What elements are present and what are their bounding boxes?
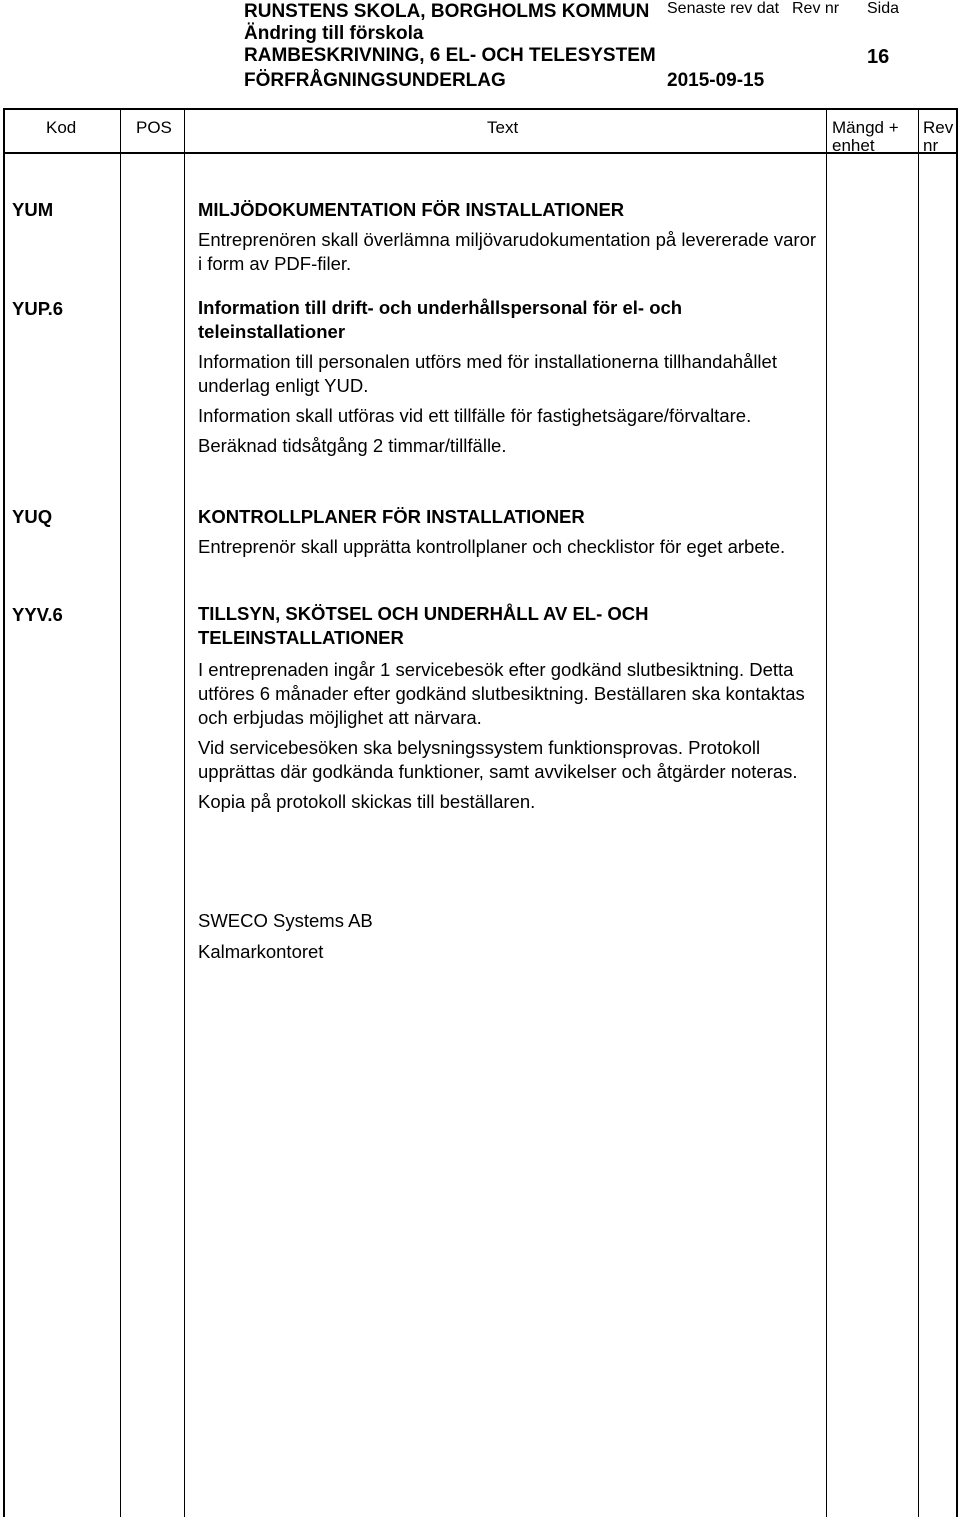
- code-yup: YUP.6: [12, 298, 64, 319]
- section-heading: KONTROLLPLANER FÖR INSTALLATIONER: [198, 506, 585, 527]
- office-name: Kalmarkontoret: [198, 941, 324, 962]
- project-name: RUNSTENS SKOLA, BORGHOLMS KOMMUN: [244, 1, 650, 22]
- section-heading: Information till drift- och underhållspersonal för el- och teleinstallationer: [198, 297, 683, 342]
- paragraph: Entreprenör skall upprätta kontrollplaner och checklistor för eget arbete.: [198, 536, 786, 557]
- section-heading: MILJÖDOKUMENTATION FÖR INSTALLATIONER: [198, 199, 625, 220]
- table-header-divider: [3, 152, 958, 154]
- page-label: Sida: [867, 0, 900, 17]
- column-divider-mangd: [918, 108, 919, 1517]
- column-divider-text: [826, 108, 827, 1517]
- table-top-border: [3, 108, 958, 110]
- section-yyv: [198, 602, 818, 814]
- section-yum: [198, 198, 818, 276]
- paragraph: Vid servicebesöken ska belysningssystem funktionsprovas. Protokoll upprättas där godkända funktioner, samt avvikelser och åtgärder noteras.: [198, 737, 798, 782]
- rev-nr-label: Rev nr: [792, 0, 840, 17]
- col-header-pos: POS: [136, 118, 172, 137]
- section-yuq: [198, 505, 818, 559]
- paragraph: Information till personalen utförs med för installationerna tillhandahållet underlag enligt YUD.: [198, 351, 777, 396]
- col-header-text: Text: [487, 118, 519, 137]
- col-header-kod: Kod: [46, 118, 77, 137]
- paragraph: Beräknad tidsåtgång 2 timmar/tillfälle.: [198, 435, 507, 456]
- column-divider-pos: [184, 108, 185, 1517]
- page-number: 16: [867, 46, 890, 68]
- col-header-mangd: Mängd +: [832, 118, 899, 137]
- column-divider-kod: [120, 108, 121, 1517]
- paragraph: Information skall utföras vid ett tillfälle för fastighetsägare/förvaltare.: [198, 405, 752, 426]
- document-type: FÖRFRÅGNINGSUNDERLAG: [244, 70, 506, 91]
- table-right-border: [956, 108, 958, 1517]
- table-left-border: [3, 108, 5, 1517]
- code-yuq: YUQ: [12, 506, 53, 527]
- company-name: SWECO Systems AB: [198, 910, 373, 931]
- paragraph: Entreprenören skall överlämna miljövarudokumentation på levererade varor i form av PDF-filer.: [198, 229, 817, 274]
- rev-date-label: Senaste rev dat: [667, 0, 780, 17]
- col-header-enhet: enhet: [832, 136, 875, 155]
- document-date: 2015-09-15: [667, 70, 765, 91]
- change-title: Ändring till förskola: [244, 23, 424, 44]
- col-header-rev: Rev: [923, 118, 954, 137]
- document-title: RAMBESKRIVNING, 6 EL- OCH TELESYSTEM: [244, 45, 656, 66]
- paragraph: Kopia på protokoll skickas till beställaren.: [198, 791, 536, 812]
- code-yum: YUM: [12, 199, 54, 220]
- paragraph: I entreprenaden ingår 1 servicebesök efter godkänd slutbesiktning. Detta utföres 6 månader efter godkänd slutbesiktning. Beställaren ska kontaktas och erbjudas möjlighet att närvara.: [198, 659, 805, 728]
- code-yyv: YYV.6: [12, 604, 63, 625]
- section-heading: TILLSYN, SKÖTSEL OCH UNDERHÅLL AV EL- OCH TELEINSTALLATIONER: [198, 603, 649, 648]
- section-yup: [198, 296, 818, 458]
- col-header-nr: nr: [923, 136, 939, 155]
